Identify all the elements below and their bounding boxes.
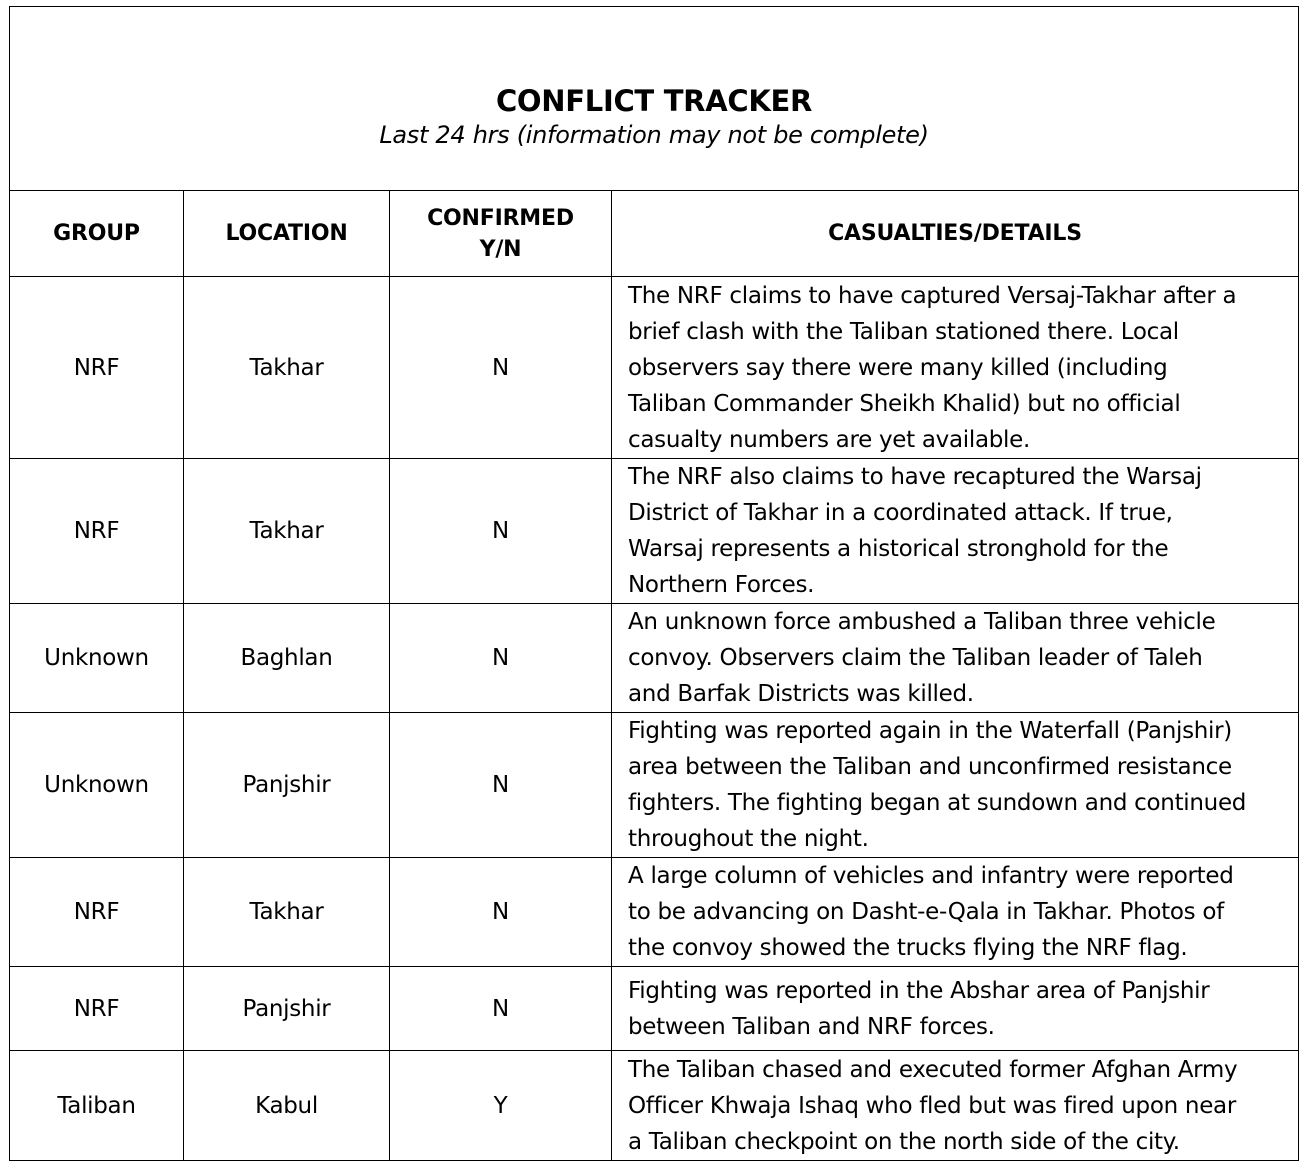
location-cell: Takhar [184, 459, 390, 604]
group-cell: NRF [10, 967, 184, 1051]
location-cell: Baghlan [184, 604, 390, 713]
details-cell: A large column of vehicles and infantry were reported to be advancing on Dasht-e-Qala in Takhar. Photos of the convoy showed the trucks flying the NRF flag. [612, 858, 1299, 967]
location-cell: Takhar [184, 858, 390, 967]
table-row [10, 1051, 1299, 1161]
location-cell: Panjshir [184, 713, 390, 858]
location-cell: Kabul [184, 1051, 390, 1161]
column-header-details: CASUALTIES/DETAILS [612, 191, 1299, 277]
confirmed-cell: N [390, 604, 612, 713]
table-row [10, 967, 1299, 1051]
group-cell: Taliban [10, 1051, 184, 1161]
title-cell [10, 7, 1299, 191]
details-cell: An unknown force ambushed a Taliban three vehicle convoy. Observers claim the Taliban leader of Taleh and Barfak Districts was killed. [612, 604, 1299, 713]
confirmed-cell: N [390, 277, 612, 459]
column-header-location: LOCATION [184, 191, 390, 277]
confirmed-cell: N [390, 713, 612, 858]
confirmed-cell: N [390, 858, 612, 967]
table-row [10, 713, 1299, 858]
group-cell: NRF [10, 277, 184, 459]
title-row [10, 7, 1299, 191]
confirmed-cell: Y [390, 1051, 612, 1161]
table-row [10, 858, 1299, 967]
details-cell: Fighting was reported in the Abshar area of Panjshir between Taliban and NRF forces. [612, 967, 1299, 1051]
page-title: CONFLICT TRACKER [495, 84, 813, 118]
table-row [10, 459, 1299, 604]
column-header-row [10, 191, 1299, 277]
table-row [10, 604, 1299, 713]
page-subtitle: Last 24 hrs (information may not be complete) [379, 121, 929, 149]
column-header-group: GROUP [10, 191, 184, 277]
location-cell: Panjshir [184, 967, 390, 1051]
group-cell: NRF [10, 459, 184, 604]
group-cell: Unknown [10, 604, 184, 713]
details-cell: The NRF claims to have captured Versaj-Takhar after a brief clash with the Taliban stationed there. Local observers say there were many killed (including Taliban Commander Sheikh Khalid) but no official casualty numbers are yet available. [612, 277, 1299, 459]
table-row [10, 277, 1299, 459]
column-header-confirmed: CONFIRMED Y/N [390, 191, 612, 277]
details-cell: The Taliban chased and executed former Afghan Army Officer Khwaja Ishaq who fled but was fired upon near a Taliban checkpoint on the north side of the city. [612, 1051, 1299, 1161]
location-cell: Takhar [184, 277, 390, 459]
conflict-tracker-table [9, 6, 1299, 1161]
confirmed-cell: N [390, 459, 612, 604]
group-cell: NRF [10, 858, 184, 967]
details-cell: Fighting was reported again in the Waterfall (Panjshir) area between the Taliban and unconfirmed resistance fighters. The fighting began at sundown and continued throughout the night. [612, 713, 1299, 858]
group-cell: Unknown [10, 713, 184, 858]
confirmed-cell: N [390, 967, 612, 1051]
details-cell: The NRF also claims to have recaptured the Warsaj District of Takhar in a coordinated attack. If true, Warsaj represents a historical stronghold for the Northern Forces. [612, 459, 1299, 604]
